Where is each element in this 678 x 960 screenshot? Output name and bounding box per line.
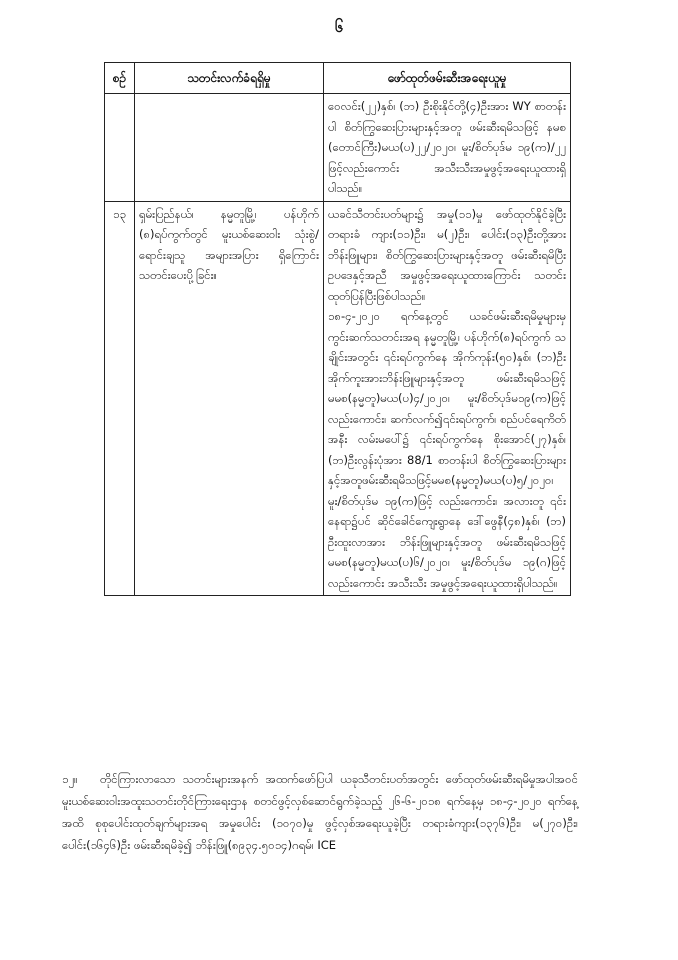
- row-action: [324, 201, 571, 596]
- header-serial-no: စဉ်: [105, 63, 135, 94]
- action-paragraph: ယခင်သီတင်းပတ်များ၌ အမှု(၁၁)မှု ဖော်ထုတ်နိုင်ခဲ့ပြီး တရားခံ ကျား(၁၁)ဦး၊ မ(၂)ဦး၊ ပေါင်း(၁၃)ဦးတို့အား ဘိန်းဖြူများ၊ စိတ်ကြွဆေးပြားများနှင့်အတူ ဖမ်းဆီးရမိပြီး ဥပဒေနှင့်အညီ အမှုဖွင့်အရေးယူထားကြောင်း သတင်းထုတ်ပြန်ပြီးဖြစ်ပါသည်။: [328, 206, 566, 303]
- table-row: [105, 201, 571, 596]
- table-header-row: [105, 63, 571, 94]
- summary-paragraph: [62, 768, 578, 856]
- row-action: [324, 94, 571, 202]
- row-information: ရှမ်းပြည်နယ်၊ နမ္မတူမြို့၊ ပန်ဟိုက် (၈)ရပ်ကွက်တွင် မူးယစ်ဆေးဝါး သုံးစွဲ/ရောင်းချသူ အများအပြား ရှိကြောင်း သတင်းပေးပို့ခြင်း။: [135, 201, 324, 596]
- paragraph-number: ၁၂။: [62, 772, 78, 786]
- row-serial-no: [105, 94, 135, 202]
- row-serial-no: ၁၃: [105, 201, 135, 596]
- page-number: ၆: [334, 18, 344, 36]
- header-action-taken: ဖော်ထုတ်ဖမ်းဆီးအရေးယူမှု: [324, 63, 571, 94]
- row-information: [135, 94, 324, 202]
- action-paragraph: ဝေလင်း(၂၂)နှစ်၊ (ဘ) ဦးစိုးနိုင်တို့(၄)ဦးအား WY စာတန်းပါ စိတ်ကြွဆေးပြားများနှင့်အတူ ဖမ်းဆီးရမိသဖြင့် နမစ (တောင်ကြီး)မယ(ပ)၂၂/၂၀၂၀၊ မူး/စိတ်ပုဒ်မ ၁၉(က)/၂၂ ဖြင့်လည်းကောင်း အသီးသီးအမှုဖွင့်အရေးယူထားရှိပါသည်။: [328, 99, 566, 195]
- header-information-received: သတင်းလက်ခံရရှိမှု: [135, 63, 324, 94]
- action-paragraph: ၁၈-၄-၂၀၂၀ ရက်နေ့တွင် ယခင်ဖမ်းဆီးရမိမှုများမှ ကွင်းဆက်သတင်းအရ နမ္မတူမြို့၊ ပန်ဟိုက်(၈)ရပ်ကွက် သချိုင်းအတွင်း ၎င်းရပ်ကွက်နေ အိုက်ကုန်း(၅၀)နှစ်၊ (ဘ)ဦးအိုက်ကူးအားဘိန်းဖြူများနှင့်အတူ ဖမ်းဆီးရမိသဖြင့် မမစ(နမ္မတူ)မယ(ပ)၄/၂၀၂၀၊ မူး/စိတ်ပုဒ်မ၁၉(က)ဖြင့် လည်းကောင်း၊ ဆက်လက်၍၎င်းရပ်ကွက်၊ စည်ပင်ရေကိတ် အနီး လမ်းမပေါ်၌ ၎င်းရပ်ကွက်နေ စိုးအောင်(၂၇)နှစ်၊ (ဘ)ဦးလွန်းပုံအား 88/1 စာတန်းပါ စိတ်ကြွဆေးပြားများနှင့်အတူဖမ်းဆီးရမိသဖြင့်မမစ(နမ္မတူ)မယ(ပ)၅/၂၀၂၀၊ မူး/စိတ်ပုဒ်မ ၁၉(က)ဖြင့် လည်းကောင်း၊ အလားတူ ၎င်းနေရာ၌ပင် ဆိုင်ခေါင်ကျေးရွာနေ ဒေါ်ဖွေနီ(၄၈)နှစ်၊ (ဘ) ဦးထူးလာအား ဘိန်းဖြူများနှင့်အတူ ဖမ်းဆီးရမိသဖြင့် မမစ(နမ္မတူ)မယ(ပ)၆/၂၀၂၀၊ မူး/စိတ်ပုဒ်မ ၁၉(ဂ)ဖြင့် လည်းကောင်း အသီးသီး အမှုဖွင့်အရေးယူထားရှိပါသည်။: [328, 309, 566, 590]
- table-row: [105, 94, 571, 202]
- report-table: [104, 62, 571, 596]
- summary-text: တိုင်ကြားလာသော သတင်းများအနက် အထက်ဖော်ပြပါ ယခုသီတင်းပတ်အတွင်း ဖော်ထုတ်ဖမ်းဆီးရမိမှုအပါအဝင် မူးယစ်ဆေးဝါးအထူးသတင်းတိုင်ကြားရေးဌာန စတင်ဖွင့်လှစ်ဆောင်ရွက်ခဲ့သည့် ၂၆-၆-၂၀၁၈ ရက်နေ့မှ ၁၈-၄-၂၀၂၀ ရက်နေ့အထိ စုစုပေါင်းထုတ်ချက်များအရ အမှုပေါင်း (၁၀၇၀)မှု ဖွင့်လှစ်အရေးယူခဲ့ပြီး တရားခံကျား(၁၃၇၆)ဦး၊ မ(၂၇၀)ဦး၊ ပေါင်း(၁၆၄၆)ဦး ဖမ်းဆီးရမိခဲ့၍ ဘိန်းဖြူ(၈၉၃၄.၅၀၁၄)ဂရမ်၊ ICE: [62, 772, 578, 852]
